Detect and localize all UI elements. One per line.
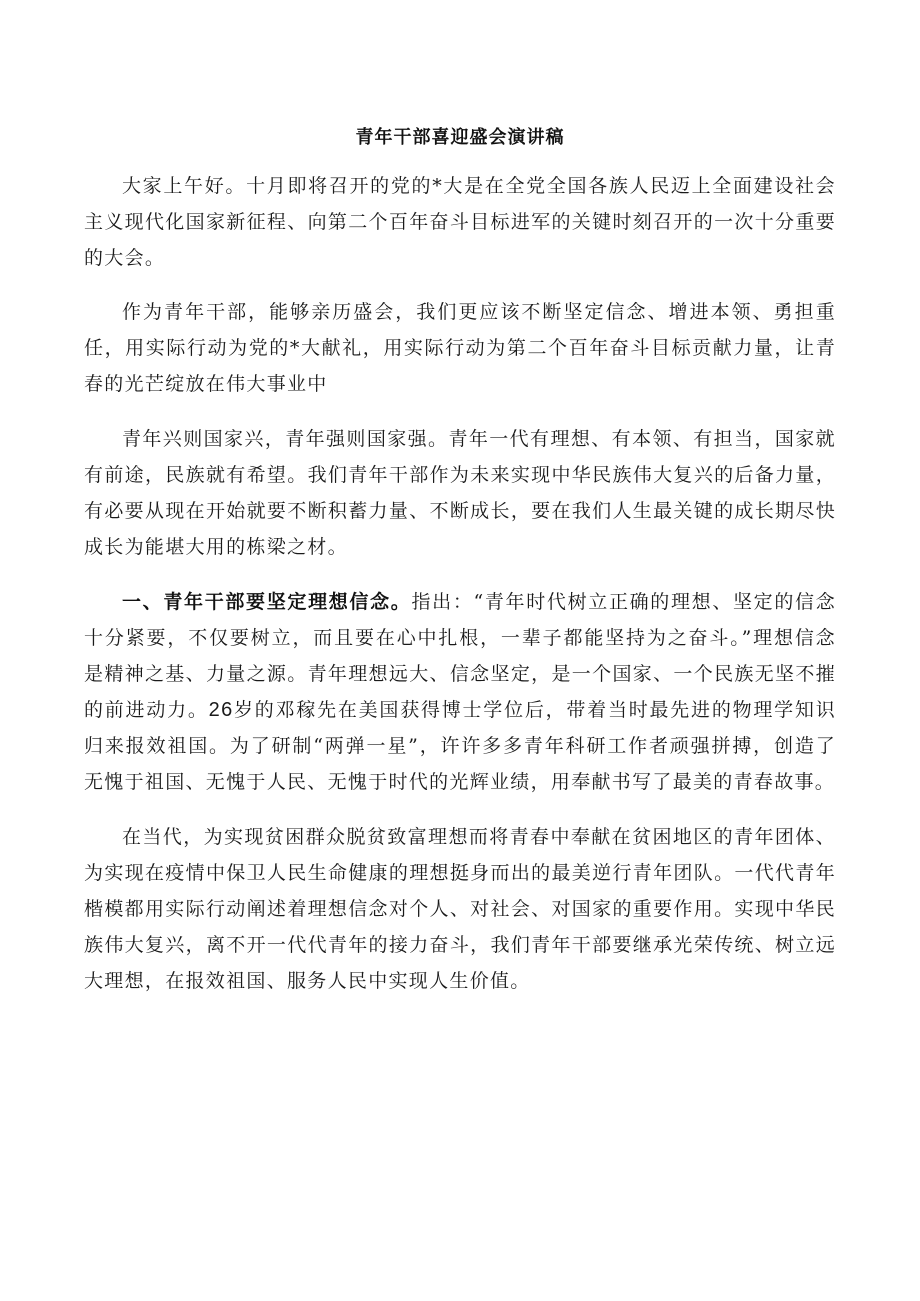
age-number: 26 xyxy=(208,699,234,721)
paragraph-youth-cadre-role: 作为青年干部，能够亲历盛会，我们更应该不断坚定信念、增进本领、勇担重任，用实际行动为党的*大献礼，用实际行动为第二个百年奋斗目标贡献力量，让青春的光芒绽放在伟大事业中 xyxy=(84,301,836,395)
paragraph-ideals-body-b: 岁的邓稼先在美国获得博士学位后，带着当时最先进的物理学知识归来报效祖国。为了研制“两弹一星”，许许多多青年科研工作者顽强拼搏，创造了无愧于祖国、无愧于人民、无愧于时代的光辉业绩，用奉献书写了最美的青春故事。 xyxy=(84,699,836,793)
paragraph-ideals-body-a: 指出：“青年时代树立正确的理想、坚定的信念十分紧要，不仅要树立，而且要在心中扎根，一辈子都能坚持为之奋斗。”理想信念是精神之基、力量之源。青年理想远大、信念坚定，是一个国家、一个民族无坚不摧的前进动力。 xyxy=(84,591,837,721)
paragraph-ideals-conviction xyxy=(84,584,836,800)
document-title: 青年干部喜迎盛会演讲稿 xyxy=(355,127,565,148)
paragraph-greeting: 大家上午好。十月即将召开的党的*大是在全党全国各族人民迈上全面建设社会主义现代化国家新征程、向第二个百年奋斗目标进军的关键时刻召开的一次十分重要的大会。 xyxy=(84,175,836,269)
paragraph-contemporary-youth: 在当代，为实现贫困群众脱贫致富理想而将青春中奉献在贫困地区的青年团体、为实现在疫情中保卫人民生命健康的理想挺身而出的最美逆行青年团队。一代代青年楷模都用实际行动阐述着理想信念对个人、对社会、对国家的重要作用。实现中华民族伟大复兴，离不开一代代青年的接力奋斗，我们青年干部要继承光荣传统、树立远大理想，在报效祖国、服务人民中实现人生价值。 xyxy=(84,826,836,992)
section-heading-ideals: 一、青年干部要坚定理想信念。 xyxy=(122,591,412,613)
paragraph-youth-strong-nation: 青年兴则国家兴，青年强则国家强。青年一代有理想、有本领、有担当，国家就有前途，民族就有希望。我们青年干部作为未来实现中华民族伟大复兴的后备力量，有必要从现在开始就要不断积蓄力量、不断成长，要在我们人生最关键的成长期尽快成长为能堪大用的栋梁之材。 xyxy=(84,428,836,558)
